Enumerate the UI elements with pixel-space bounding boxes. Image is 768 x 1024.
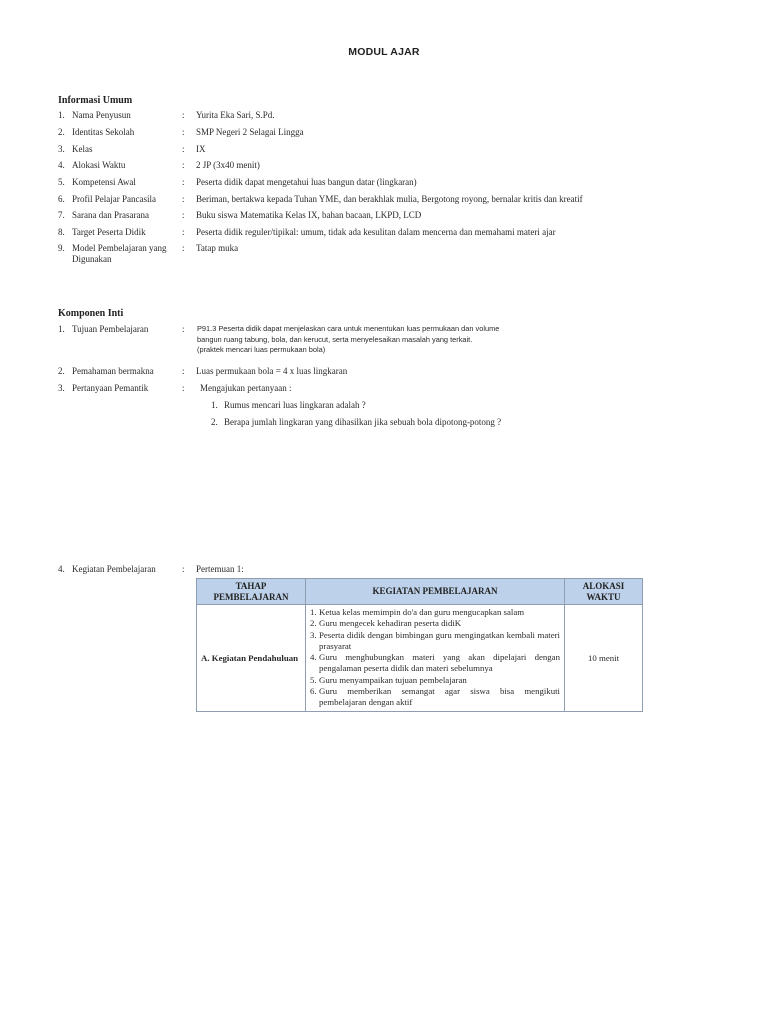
item-label: Kegiatan Pembelajaran [72, 564, 156, 574]
item-number: 7. [58, 210, 65, 220]
item-value: Peserta didik dapat mengetahui luas bangun datar (lingkaran) [196, 177, 417, 187]
colon: : [182, 210, 185, 220]
header-kegiatan: KEGIATAN PEMBELAJARAN [306, 579, 565, 605]
activity-text: Guru menghubungkan materi yang akan dipelajari dengan pengalaman peserta didik dan materi sebelumnya [319, 652, 560, 674]
item-value: Beriman, bertakwa kepada Tuhan YME, dan berakhlak mulia, Bergotong royong, bernalar kritis dan kreatif [196, 194, 583, 204]
item-number: 2. [58, 366, 65, 376]
colon: : [182, 227, 185, 237]
tahap-cell: A. Kegiatan Pendahuluan [197, 605, 306, 712]
tujuan-line: bangun ruang tabung, bola, dan kerucut, serta menyelesaikan masalah yang terkait. [197, 334, 473, 344]
item-number: 3. [58, 383, 65, 393]
pemantik-question [211, 417, 501, 427]
item-value: Buku siswa Matematika Kelas IX, bahan bacaan, LKPD, LCD [196, 210, 422, 220]
list-item [310, 607, 560, 618]
pemantik-question [211, 400, 366, 410]
table-row [197, 605, 643, 712]
colon: : [182, 160, 185, 170]
activity-text: Ketua kelas memimpin do'a dan guru mengucapkan salam [319, 607, 525, 617]
waktu-cell: 10 menit [565, 605, 643, 712]
item-number: 2. [58, 127, 65, 137]
item-label: Alokasi Waktu [72, 160, 126, 170]
item-value: Pertemuan 1: [196, 564, 244, 574]
item-label: Kompetensi Awal [72, 177, 136, 187]
informasi-umum-heading: Informasi Umum [58, 95, 133, 106]
header-alokasi: ALOKASI WAKTU [565, 579, 643, 605]
item-number: 1. [58, 110, 65, 120]
colon: : [182, 110, 185, 120]
activity-number: 5. [310, 674, 317, 685]
kegiatan-table [196, 578, 643, 712]
activity-number: 4. [310, 652, 317, 663]
activity-number: 6. [310, 686, 317, 697]
item-label: Sarana dan Prasarana [72, 210, 149, 220]
item-label: Tujuan Pembelajaran [72, 324, 149, 334]
colon: : [182, 144, 185, 154]
colon: : [182, 127, 185, 137]
item-value: IX [196, 144, 206, 154]
colon: : [182, 194, 185, 204]
item-label: Model Pembelajaran yang Digunakan [72, 243, 167, 264]
list-item [310, 686, 560, 709]
item-value: Luas permukaan bola = 4 x luas lingkaran [196, 366, 348, 376]
komponen-inti-heading: Komponen Inti [58, 308, 124, 319]
item-number: 3. [58, 144, 65, 154]
colon: : [182, 366, 185, 376]
item-number: 4. [58, 564, 65, 574]
question-text: Rumus mencari luas lingkaran adalah ? [224, 400, 366, 410]
colon: : [182, 243, 185, 253]
colon: : [182, 564, 185, 574]
table-header-row [197, 579, 643, 605]
item-value: Peserta didik reguler/tipikal: umum, tidak ada kesulitan dalam mencerna dan memahami materi ajar [196, 227, 556, 237]
activity-text: Guru menyampaikan tujuan pembelajaran [319, 674, 467, 685]
question-number: 1. [211, 400, 218, 410]
item-label: Nama Penyusun [72, 110, 131, 120]
item-value: SMP Negeri 2 Selagai Lingga [196, 127, 304, 137]
activity-text: Guru mengecek kehadiran peserta didiK [319, 618, 462, 629]
item-label: Identitas Sekolah [72, 127, 135, 137]
tujuan-pembelajaran-text [197, 324, 557, 356]
list-item [310, 630, 560, 653]
question-text: Berapa jumlah lingkaran yang dihasilkan jika sebuah bola dipotong-potong ? [224, 417, 502, 427]
item-number: 5. [58, 177, 65, 187]
colon: : [182, 383, 185, 393]
colon: : [182, 177, 185, 187]
activity-text: Guru memberikan semangat agar siswa bisa mengikuti pembelajaran dengan aktif [319, 686, 560, 708]
item-number: 9. [58, 243, 65, 253]
item-number: 1. [58, 324, 65, 334]
item-value: 2 JP (3x40 menit) [196, 160, 260, 170]
activity-number: 3. [310, 629, 317, 640]
document-title: MODUL AJAR [348, 46, 420, 58]
tujuan-line: (praktek mencari luas permukaan bola) [197, 345, 326, 354]
activity-text: Peserta didik dengan bimbingan guru mengingatkan kembali materi prasyarat [319, 629, 560, 651]
item-number: 4. [58, 160, 65, 170]
item-number: 8. [58, 227, 65, 237]
item-value: Tatap muka [196, 243, 239, 253]
item-value: Yurita Eka Sari, S.Pd. [196, 110, 275, 120]
list-item [310, 675, 560, 686]
list-item [310, 618, 560, 629]
list-item [310, 652, 560, 675]
item-label: Kelas [72, 144, 93, 154]
item-number: 6. [58, 194, 65, 204]
activity-number: 2. [310, 618, 317, 629]
item-label: Target Peserta Didik [72, 227, 146, 237]
activity-number: 1. [310, 607, 317, 617]
tujuan-line: P91.3 Peserta didik dapat menjelaskan cara untuk menentukan luas permukaan dan volume [197, 324, 500, 333]
colon: : [182, 324, 185, 334]
question-number: 2. [211, 417, 218, 427]
header-tahap: TAHAP PEMBELAJARAN [197, 579, 306, 605]
item-label: Profil Pelajar Pancasila [72, 194, 156, 204]
item-value: Mengajukan pertanyaan : [200, 383, 292, 393]
item-label: Pemahaman bermakna [72, 366, 154, 376]
kegiatan-cell [306, 605, 565, 712]
item-label: Pertanyaan Pemantik [72, 383, 149, 393]
activity-list [310, 607, 560, 709]
